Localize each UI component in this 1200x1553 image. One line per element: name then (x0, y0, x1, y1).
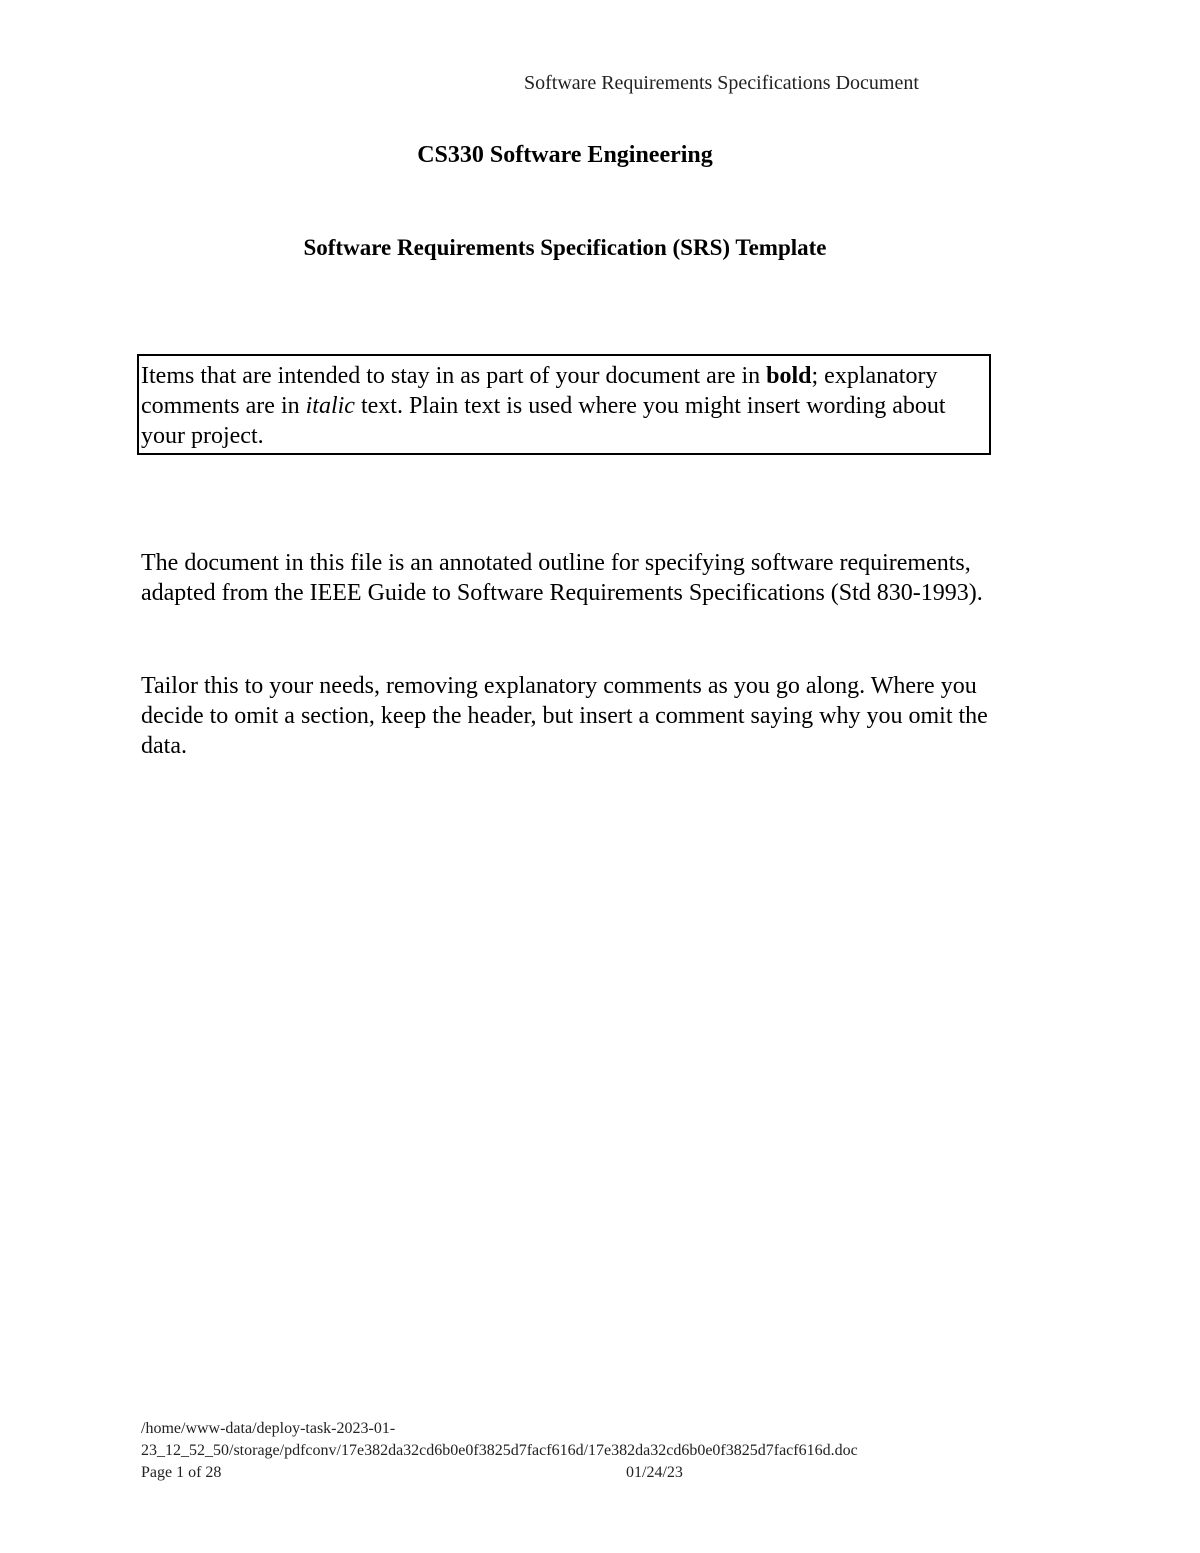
tailor-paragraph-text: Tailor this to your needs, removing explanatory comments as you go along. Where you decide to omit a section, keep the header, but insert a comment saying why you omit the data. (141, 673, 988, 759)
footer-page-number: Page 1 of 28 (141, 1464, 222, 1481)
footer-file-path-line-2: 23_12_52_50/storage/pdfconv/17e382da32cd6b0e0f3825d7facf616d/17e382da32cd6b0e0f3825d7facf616d.doc (141, 1442, 858, 1459)
note-text-part-1: Items that are intended to stay in as part of your document are in (141, 363, 767, 389)
tailor-paragraph (141, 671, 1021, 761)
intro-paragraph-text: The document in this file is an annotated outline for specifying software requirements, adapted from the IEEE Guide to Software Requirements Specifications (Std 830-1993). (141, 550, 983, 606)
course-title: CS330 Software Engineering (417, 142, 713, 168)
instruction-note-box (137, 354, 991, 455)
footer-date: 01/24/23 (626, 1464, 683, 1481)
footer-file-path-line-1: /home/www-data/deploy-task-2023-01- (141, 1420, 396, 1437)
document-title: Software Requirements Specification (SRS) Template (303, 235, 827, 260)
note-bold-word: bold (766, 363, 812, 389)
running-header: Software Requirements Specifications Document (524, 72, 919, 94)
note-text-part-2: ; explanatory comments are in (141, 363, 938, 419)
note-text-part-3: text. Plain text is used where you might insert wording about your project. (141, 393, 946, 449)
note-italic-word: italic (305, 393, 355, 419)
intro-paragraph (141, 548, 1021, 608)
